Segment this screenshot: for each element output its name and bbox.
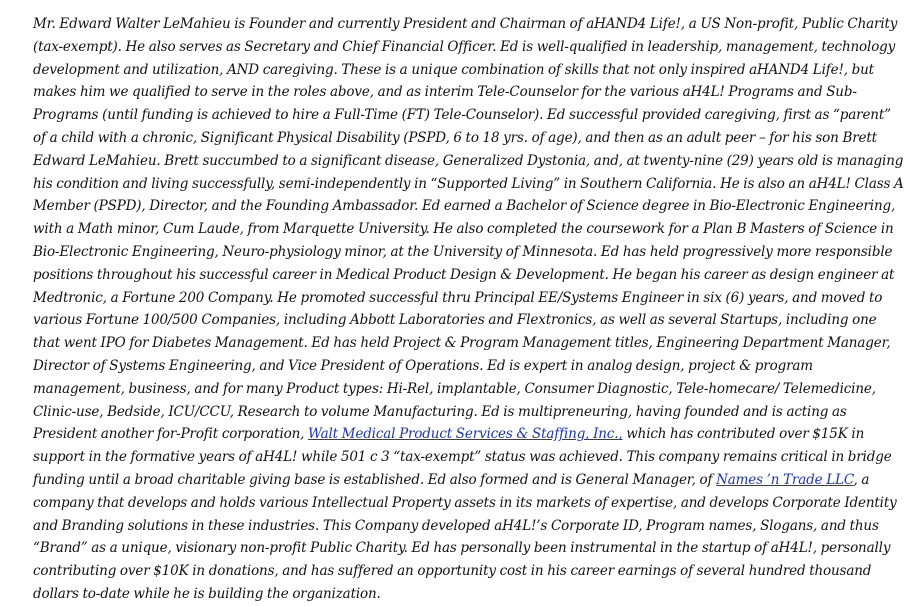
bio-text-part-2: which has contributed over $15K in support in the formative years of aH4L! while 501 c 3 “tax-exempt” status was achieved. This company remains critical in bridge funding until a broad charitable giving base is established. Ed also formed and is General Manager, of <box>33 426 892 488</box>
names-n-trade-link[interactable]: Names ’n Trade LLC <box>716 471 854 488</box>
bio-text-part-1: Mr. Edward Walter LeMahieu is Founder and currently President and Chairman of aHAND4 Life!, a US Non-profit, Public Charity (tax-exempt). He also serves as Secretary and Chief Financial Officer. Ed is well-qualified in leadership, management, technology development and utilization, AND caregiving. These is a unique combination of skills that not only inspired aHAND4 Life!, but makes him we qualified to serve in the roles above, and as interim Tele-Counselor for the various aH4L! Programs and Sub-Programs (until funding is achieved to hire a Full-Time (FT) Tele-Counselor). Ed successful provided caregiving, first as “parent” of a child with a chronic, Significant Physical Disability (PSPD, 6 to 18 yrs. of age), and then as an adult peer – for his son Brett Edward LeMahieu. Brett succumbed to a significant disease, Generalized Dystonia, and, at twenty-nine (29) years old is managing his condition and living successfully, semi-independently in “Supported Living” in Southern California. He is also an aH4L! Class A Member (PSPD), Director, and the Founding Ambassador. Ed earned a Bachelor of Science degree in Bio-Electronic Engineering, with a Math minor, Cum Laude, from Marquette University. He also completed the coursework for a Plan B Masters of Science in Bio-Electronic Engineering, Neuro-physiology minor, at the University of Minnesota. Ed has held progressively more responsible positions throughout his successful career in Medical Product Design & Development. He began his career as design engineer at Medtronic, a Fortune 200 Company. He promoted successful thru Principal EE/Systems Engineer in six (6) years, and moved to various Fortune 100/500 Companies, including Abbott Laboratories and Flextronics, as well as several Startups, including one that went IPO for Diabetes Management. Ed has held Project & Program Management titles, Engineering Department Manager, Director of Systems Engineering, and Vice President of Operations. Ed is expert in analog design, project & program management, business, and for many Product types: Hi-Rel, implantable, Consumer Diagnostic, Tele-homecare/ Telemedicine, Clinic-use, Bedside, ICU/CCU, Research to volume Manufacturing. Ed is multipreneuring, having founded and is acting as President another for-Profit corporation, <box>33 16 904 443</box>
bio-text-part-3: , a company that develops and holds various Intellectual Property assets in its markets of expertise, and develops Corporate Identity and Branding solutions in these industries. This Company developed aH4L!’s Corporate ID, Program names, Slogans, and thus “Brand” as a unique, visionary non-profit Public Charity. Ed has personally been instrumental in the startup of aH4L!, personally contributing over $10K in donations, and has suffered an opportunity cost in his career earnings of several hundred thousand dollars to-date while he is building the organization. <box>33 471 897 602</box>
biography-paragraph <box>33 13 904 606</box>
walt-medical-link[interactable]: Walt Medical Product Services & Staffing, Inc., <box>308 426 623 443</box>
